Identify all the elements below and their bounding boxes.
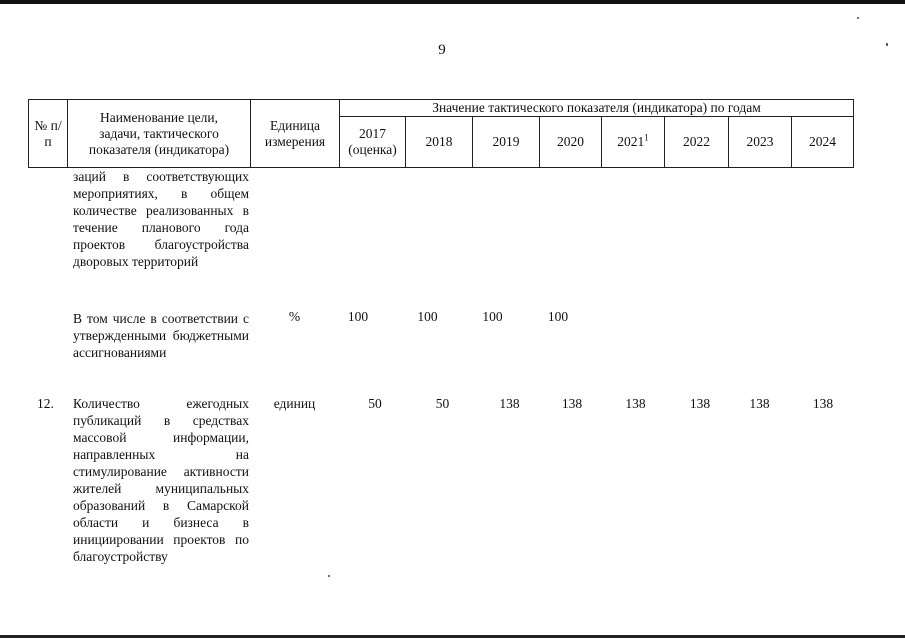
row-name: Количество ежегодных публикаций в средствах массовой информации, направленных на стимулирование активности жителей муниципальных образований в Самарской области и бизнеса в инициировании проектов по благоустройству xyxy=(73,396,249,564)
year-note: (оценка) xyxy=(348,142,397,157)
row-value-2024: 138 xyxy=(812,396,834,411)
row-value-2017: 50 xyxy=(368,396,382,411)
header-year-2021 xyxy=(602,117,665,168)
row-value-2022: 138 xyxy=(689,396,711,411)
row-value-2020: 138 xyxy=(561,396,583,411)
row-number: 12. xyxy=(37,396,54,411)
row-value-2018: 100 xyxy=(417,309,438,324)
scan-bottom-edge xyxy=(0,635,905,638)
row-value-2019: 138 xyxy=(499,396,520,411)
scan-top-edge xyxy=(0,0,905,4)
header-values-by-year: Значение тактического показателя (индикатора) по годам xyxy=(340,100,854,117)
indicator-table-header xyxy=(28,99,854,168)
header-name: Наименование цели, задачи, тактического показателя (индикатора) xyxy=(68,100,251,168)
footnote-marker: 1 xyxy=(644,132,649,143)
page-number: 9 xyxy=(438,42,446,58)
row-value-2020: 100 xyxy=(547,309,569,324)
row-unit: единиц xyxy=(273,396,316,411)
header-year-2024: 2024 xyxy=(792,117,854,168)
year-label: 2017 xyxy=(359,126,386,141)
row-value-2018: 50 xyxy=(435,396,450,411)
header-year-2020: 2020 xyxy=(540,117,602,168)
header-year-2022: 2022 xyxy=(665,117,729,168)
header-number: № п/п xyxy=(29,100,68,168)
row-value-2023: 138 xyxy=(749,396,770,411)
header-year-2017 xyxy=(340,117,406,168)
header-year-2019: 2019 xyxy=(473,117,540,168)
row-name: заций в соответствующих мероприятиях, в общем количестве реализованных в течение планового года проектов благоустройства дворовых территорий xyxy=(73,169,249,269)
row-value-2017: 100 xyxy=(347,309,369,324)
row-name: В том числе в соответствии с утвержденными бюджетными ассигнованиями xyxy=(73,311,249,360)
scan-speck xyxy=(886,43,888,46)
header-year-2018: 2018 xyxy=(406,117,473,168)
row-value-2019: 100 xyxy=(482,309,503,324)
scan-speck xyxy=(328,575,330,577)
year-label: 2021 xyxy=(617,134,645,149)
row-unit: % xyxy=(288,309,301,324)
scan-speck xyxy=(857,17,859,19)
header-year-2023: 2023 xyxy=(729,117,792,168)
header-unit: Единица измерения xyxy=(251,100,340,168)
row-value-2021: 138 xyxy=(625,396,646,411)
